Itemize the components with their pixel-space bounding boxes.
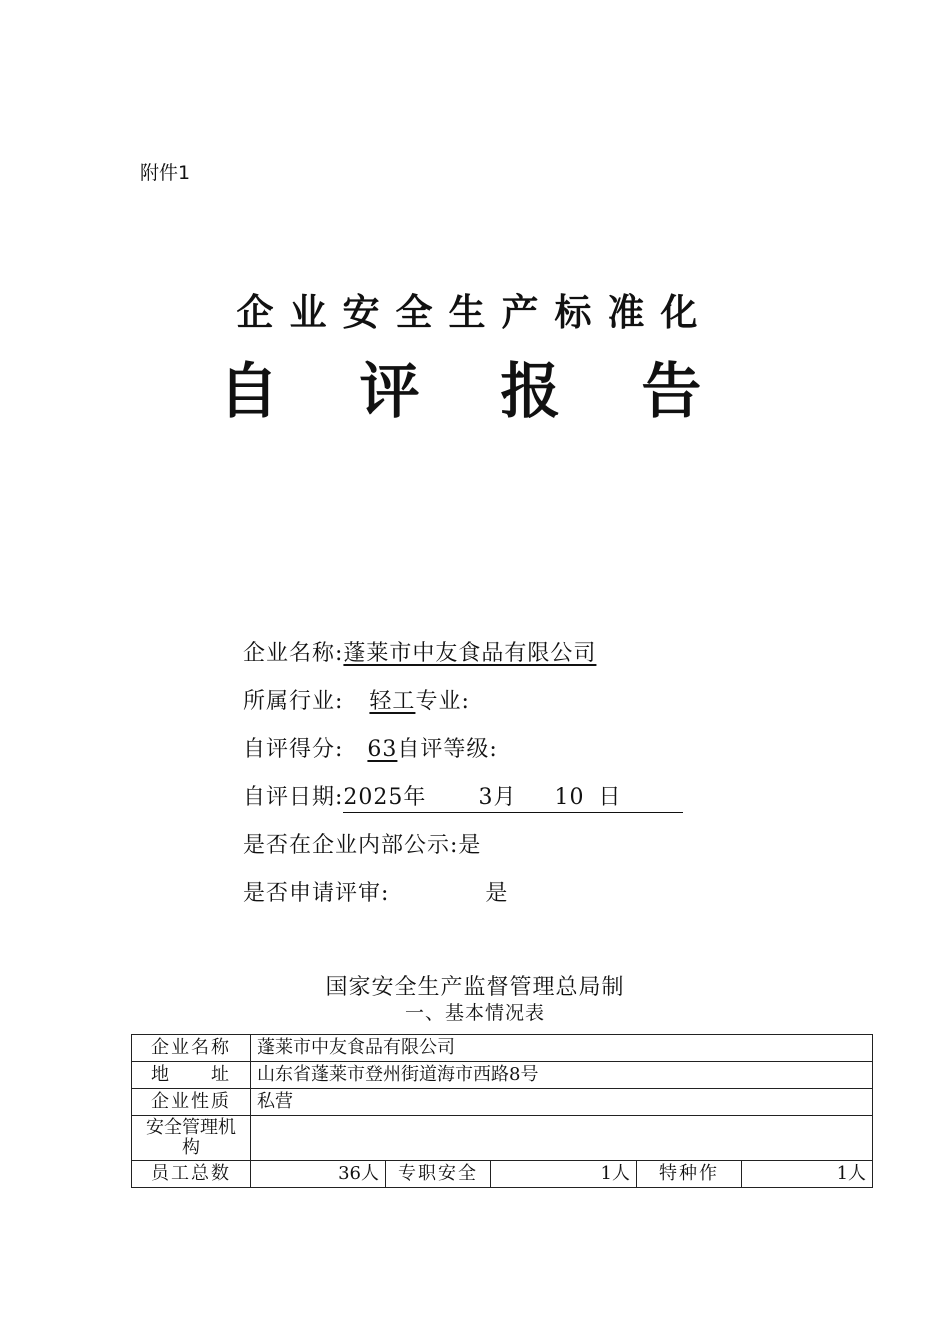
staff-label: 员工总数 — [132, 1161, 251, 1188]
fulltime-safety-label: 专职安全 — [386, 1161, 491, 1188]
info-industry-row — [243, 684, 470, 715]
company-value: 蓬莱市中友食品有限公司 — [343, 641, 597, 666]
table-row — [132, 1161, 873, 1188]
score-label: 自评得分: — [243, 737, 344, 762]
date-year: 2025 — [343, 785, 404, 810]
month-unit: 月 — [493, 785, 517, 810]
review-label: 是否申请评审: — [243, 881, 390, 906]
table-row — [132, 1035, 873, 1062]
section-title: 一、基本情况表 — [404, 1002, 545, 1024]
info-public-row — [243, 828, 481, 859]
nature-label: 企业性质 — [132, 1089, 251, 1116]
score-value: 63 — [367, 737, 398, 762]
address-label: 地 址 — [132, 1062, 251, 1089]
fulltime-safety-value: 1人 — [491, 1161, 637, 1188]
staff-value: 36人 — [251, 1161, 386, 1188]
info-company-row — [243, 636, 596, 667]
safety-org-label: 安全管理机构 — [132, 1116, 251, 1161]
date-value — [343, 785, 683, 813]
industry-value: 轻工 — [369, 689, 416, 714]
grade-label: 自评等级: — [397, 737, 498, 762]
address-value: 山东省蓬莱市登州街道海市西路8号 — [251, 1062, 873, 1089]
basic-info-table — [131, 1034, 873, 1188]
table-row — [132, 1116, 873, 1161]
nature-value: 私营 — [251, 1089, 873, 1116]
year-unit: 年 — [403, 785, 427, 810]
date-day: 10 — [554, 785, 585, 810]
specialty-label: 专业: — [415, 689, 470, 714]
issuer-line: 国家安全生产监督管理总局制 — [325, 975, 625, 1000]
safety-org-value — [251, 1116, 873, 1161]
attachment-label: 附件1 — [140, 162, 191, 184]
review-value: 是 — [485, 881, 509, 906]
report-title-line2: 自 评 报 告 — [218, 357, 732, 427]
special-ops-value: 1人 — [742, 1161, 873, 1188]
industry-label: 所属行业: — [243, 689, 344, 714]
date-label: 自评日期: — [243, 785, 344, 810]
public-label: 是否在企业内部公示: — [243, 833, 459, 858]
company-label: 企业名称: — [243, 641, 344, 666]
info-score-row — [243, 732, 498, 763]
table-row — [132, 1089, 873, 1116]
table-row — [132, 1062, 873, 1089]
company-name-value: 蓬莱市中友食品有限公司 — [251, 1035, 873, 1062]
info-review-row — [243, 876, 508, 907]
day-unit: 日 — [598, 785, 622, 810]
report-title-line1: 企业安全生产标准化 — [236, 291, 714, 334]
company-name-label: 企业名称 — [132, 1035, 251, 1062]
special-ops-label: 特种作 — [637, 1161, 742, 1188]
info-date-row — [243, 780, 683, 811]
date-month: 3 — [478, 785, 494, 810]
public-value: 是 — [458, 833, 482, 858]
